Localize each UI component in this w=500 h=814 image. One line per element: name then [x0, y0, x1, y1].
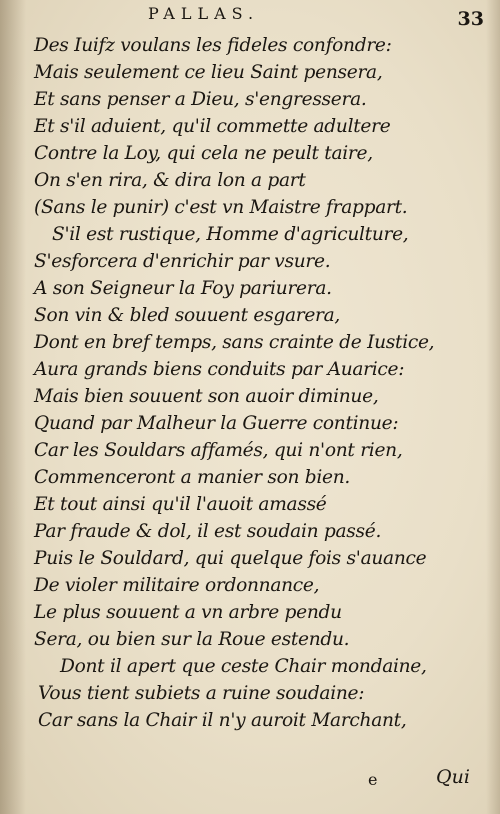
verse-line: Par fraude & dol, il est soudain passé.	[34, 521, 382, 542]
verse-line: S'il est rustique, Homme d'agriculture,	[52, 224, 409, 245]
verse-line: Son vin & bled souuent esgarera,	[34, 305, 341, 326]
signature-mark: e	[368, 770, 378, 789]
verse-line: (Sans le punir) c'est vn Maistre frappart.	[34, 197, 408, 218]
verse-line: Et s'il aduient, qu'il commette adultere	[34, 116, 391, 137]
page-number: 33	[457, 8, 484, 30]
verse-line: Commenceront a manier son bien.	[34, 467, 351, 488]
catchword: Qui	[436, 766, 470, 788]
verse-line: S'esforcera d'enrichir par vsure.	[34, 251, 331, 272]
page-edge-shadow	[486, 0, 500, 814]
verse-line: Des Iuifz voulans les fideles confondre:	[34, 35, 392, 56]
verse-line: Car les Souldars affamés, qui n'ont rien,	[34, 440, 403, 461]
verse-line: Aura grands biens conduits par Auarice:	[34, 359, 405, 380]
verse-line: Mais seulement ce lieu Saint pensera,	[34, 62, 383, 83]
verse-line: Contre la Loy, qui cela ne peult taire,	[34, 143, 373, 164]
verse-line: Vous tient subiets a ruine soudaine:	[38, 683, 365, 704]
verse-line: De violer militaire ordonnance,	[34, 575, 320, 596]
verse-line: Sera, ou bien sur la Roue estendu.	[34, 629, 350, 650]
verse-line: A son Seigneur la Foy pariurera.	[34, 278, 332, 299]
verse-line: Dont il apert que ceste Chair mondaine,	[60, 656, 427, 677]
verse-line: Et sans penser a Dieu, s'engressera.	[34, 89, 367, 110]
verse-line: Mais bien souuent son auoir diminue,	[34, 386, 379, 407]
verse-line: On s'en rira, & dira lon a part	[34, 170, 306, 191]
running-head: PALLAS.	[148, 4, 260, 23]
verse-line: Car sans la Chair il n'y auroit Marchant,	[38, 710, 407, 731]
verse-line: Quand par Malheur la Guerre continue:	[34, 413, 399, 434]
verse-line: Le plus souuent a vn arbre pendu	[34, 602, 342, 623]
gutter-shadow	[0, 0, 26, 814]
verse-line: Et tout ainsi qu'il l'auoit amassé	[34, 494, 327, 515]
verse-line: Dont en bref temps, sans crainte de Iustice,	[34, 332, 435, 353]
verse-line: Puis le Souldard, qui quelque fois s'auance	[34, 548, 427, 569]
